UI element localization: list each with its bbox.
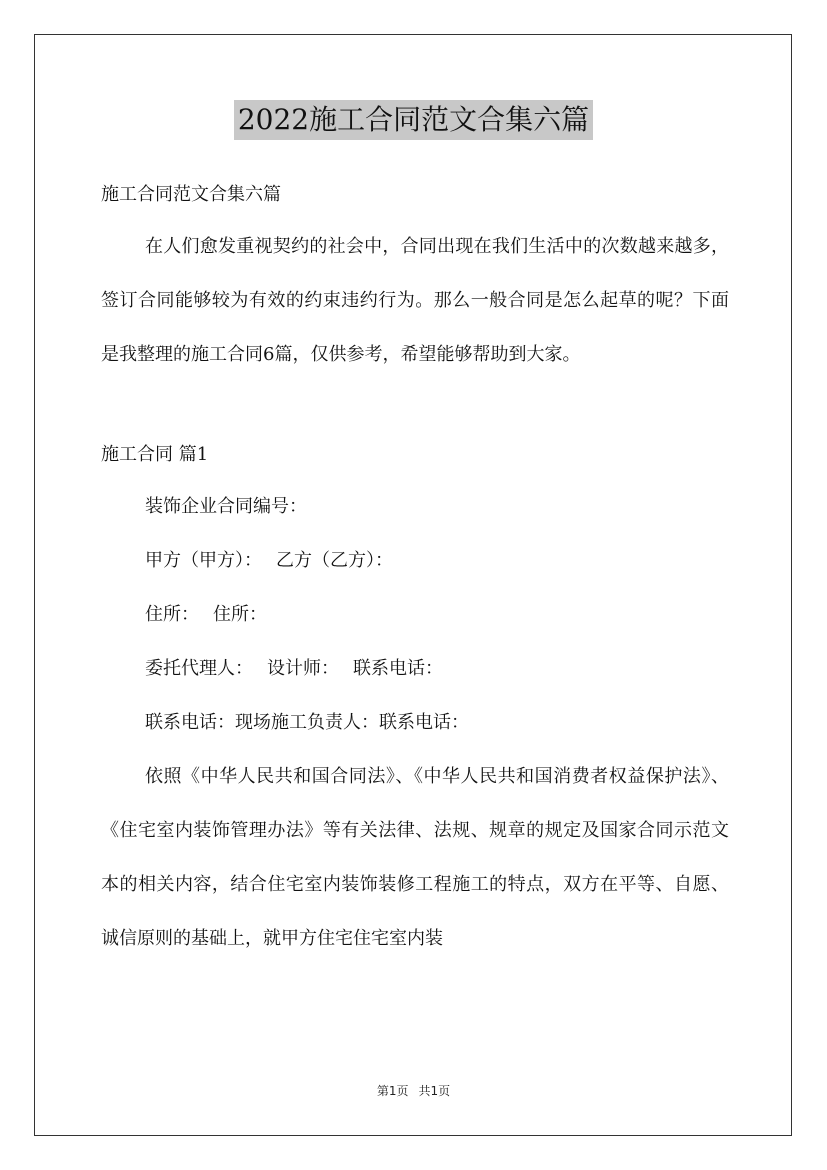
legal-basis-paragraph: 依照《中华人民共和国合同法》、《中华人民共和国消费者权益保护法》、《住宅室内装饰管理办法》等有关法律、法规、规章的规定及国家合同示范文本的相关内容，结合住宅室内装饰装修工程施工的特点，双方在平等、自愿、诚信原则的基础上，就甲方住宅住宅室内装 <box>101 766 729 949</box>
address-line <box>101 588 729 642</box>
document-body <box>101 170 729 966</box>
intro-paragraph: 在人们愈发重视契约的社会中，合同出现在我们生活中的次数越来越多，签订合同能够较为有效的约束违约行为。那么一般合同是怎么起草的呢？下面是我整理的施工合同6篇，仅供参考，希望能够帮助到大家。 <box>101 236 729 365</box>
site-contact-label: 联系电话：现场施工负责人：联系电话： <box>145 712 469 733</box>
title-container <box>0 100 827 140</box>
agent-label: 委托代理人： <box>145 658 253 679</box>
page-total: 共1页 <box>418 1084 451 1098</box>
party-b-label: 乙方（乙方）： <box>276 550 393 571</box>
section-heading: 施工合同 篇1 <box>101 444 209 465</box>
contract-number-line <box>101 480 729 534</box>
party-a-label: 甲方（甲方）： <box>145 550 262 571</box>
agent-line <box>101 642 729 696</box>
address-a-label: 住所： <box>145 604 199 625</box>
page-footer <box>0 1082 827 1099</box>
parties-line <box>101 534 729 588</box>
site-contact-line <box>101 696 729 750</box>
page-number: 第1页 <box>376 1084 409 1098</box>
address-b-label: 住所： <box>213 604 267 625</box>
document-title: 2022施工合同范文合集六篇 <box>234 100 593 140</box>
phone-label: 联系电话： <box>353 658 443 679</box>
document-subtitle: 施工合同范文合集六篇 <box>101 184 281 205</box>
designer-label: 设计师： <box>267 658 339 679</box>
contract-number-label: 装饰企业合同编号： <box>145 496 307 517</box>
